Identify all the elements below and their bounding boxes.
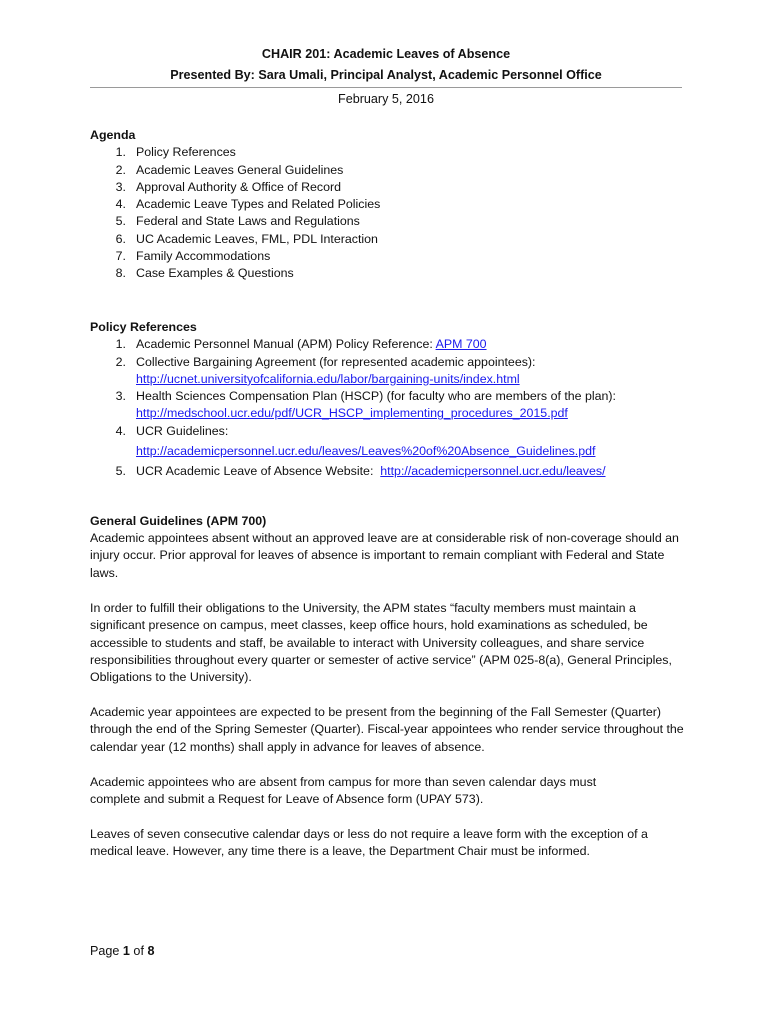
list-number: 3. (115, 179, 126, 194)
header-divider (90, 87, 682, 88)
agenda-list (90, 144, 690, 282)
list-number: 6. (115, 231, 126, 246)
list-item (90, 265, 690, 282)
ucr-guidelines-link[interactable]: http://academicpersonnel.ucr.edu/leaves/Leaves%20of%20Absence_Guidelines.pdf (136, 444, 596, 459)
list-item (90, 423, 690, 461)
list-number: 8. (115, 266, 126, 281)
presenter-line: Presented By: Sara Umali, Principal Analyst, Academic Personnel Office (170, 68, 602, 82)
list-item-text: Federal and State Laws and Regulations (136, 214, 360, 229)
list-item (90, 196, 690, 213)
list-item-text: UCR Academic Leave of Absence Website: (136, 464, 381, 479)
guidelines-paragraph-4: Academic appointees who are absent from campus for more than seven calendar days must complete and submit a Request for Leave of Absence form (UPAY 573). (90, 775, 597, 807)
list-number: 4. (115, 423, 126, 438)
hscp-procedures-link[interactable]: http://medschool.ucr.edu/pdf/UCR_HSCP_implementing_procedures_2015.pdf (136, 406, 568, 421)
list-number: 7. (115, 249, 126, 264)
list-item-text: Collective Bargaining Agreement (for represented academic appointees): (136, 354, 536, 369)
list-number: 2. (115, 354, 126, 369)
list-item-text: Approval Authority & Office of Record (136, 179, 342, 194)
policy-references-section (90, 319, 690, 481)
list-item-text: Case Examples & Questions (136, 266, 294, 281)
general-guidelines-heading: General Guidelines (APM 700) (90, 514, 267, 528)
total-pages: 8 (147, 944, 155, 958)
list-item-text: Academic Leaves General Guidelines (136, 162, 344, 177)
list-item-text: Academic Personnel Manual (APM) Policy Reference: (136, 337, 436, 352)
current-page: 1 (122, 944, 130, 958)
list-item (90, 248, 690, 265)
policy-references-heading: Policy References (90, 320, 197, 334)
list-item (90, 144, 690, 161)
list-item-text: Health Sciences Compensation Plan (HSCP) (for faculty who are members of the plan): (136, 389, 617, 404)
list-item-text: Family Accommodations (136, 249, 271, 264)
general-guidelines-heading-wrap (90, 513, 690, 530)
bargaining-units-link[interactable]: http://ucnet.universityofcalifornia.edu/labor/bargaining-units/index.html (136, 371, 520, 386)
list-number: 5. (115, 464, 126, 479)
policy-list (90, 336, 690, 480)
list-item (90, 231, 690, 248)
list-item (90, 213, 690, 230)
list-item-text: Academic Leave Types and Related Policies (136, 197, 381, 212)
list-number: 1. (115, 337, 126, 352)
page-number (90, 943, 154, 960)
list-item-text: Policy References (136, 145, 236, 160)
guidelines-paragraph-5: Leaves of seven consecutive calendar days or less do not require a leave form with the exception of a medical leave. However, any time there is a leave, the Department Chair must be informed. (90, 827, 648, 859)
guidelines-paragraph-1: Academic appointees absent without an approved leave are at considerable risk of non-coverage should an injury occur. Prior approval for leaves of absence is important to remain compliant with Federal and State laws. (90, 531, 679, 580)
agenda-section (90, 127, 690, 283)
list-number: 3. (115, 389, 126, 404)
agenda-heading: Agenda (90, 128, 136, 142)
document-title: CHAIR 201: Academic Leaves of Absence (261, 47, 511, 61)
list-number: 2. (115, 162, 126, 177)
list-number: 1. (115, 145, 126, 160)
guidelines-paragraph-2: In order to fulfill their obligations to the University, the APM states “faculty members must maintain a significant presence on campus, meet classes, keep office hours, hold examinations as scheduled, be accessible to students and staff, be available to interact with University colleagues, and share service responsibilities throughout every quarter or semester of active service” (APM 025-8(a), General Principles, Obligations to the University). (90, 601, 672, 685)
list-item (90, 179, 690, 196)
page-prefix: Page (90, 944, 123, 958)
page-middle: of (129, 944, 148, 958)
list-item (90, 336, 690, 353)
guidelines-paragraph-3: Academic year appointees are expected to be present from the beginning of the Fall Semester (Quarter) through the end of the Spring Semester (Quarter). Fiscal-year appointees who render service throughout the calendar year (12 months) shall apply in advance for leaves of absence. (90, 705, 684, 754)
list-number: 5. (115, 214, 126, 229)
list-item (90, 162, 690, 179)
document-date: February 5, 2016 (338, 92, 434, 106)
leave-website-link[interactable]: http://academicpersonnel.ucr.edu/leaves/ (380, 464, 606, 479)
list-item-text: UC Academic Leaves, FML, PDL Interaction (136, 231, 378, 246)
apm-700-link[interactable]: APM 700 (435, 337, 487, 352)
list-item-text: UCR Guidelines: (136, 423, 229, 438)
list-item (90, 463, 690, 480)
list-number: 4. (115, 197, 126, 212)
list-item (90, 354, 690, 389)
list-item (90, 388, 690, 423)
